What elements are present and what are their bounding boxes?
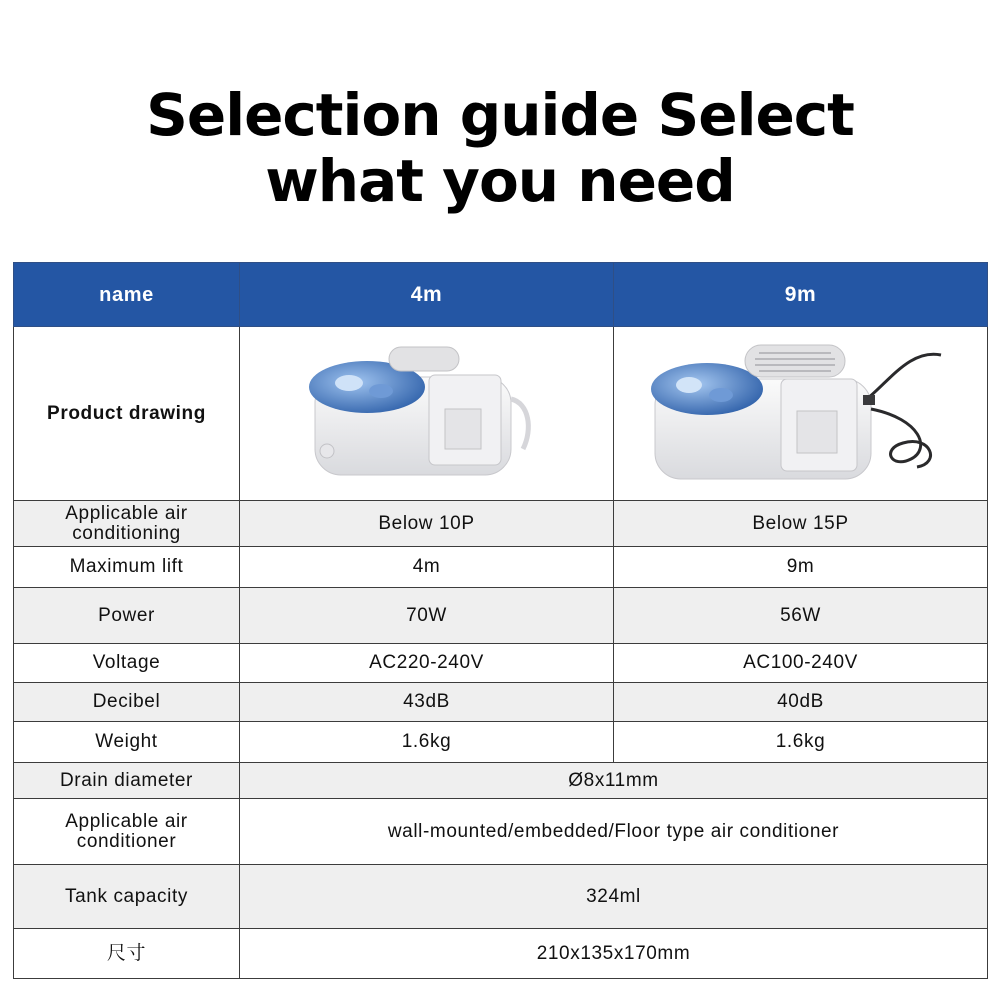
table-row <box>14 683 988 722</box>
drain-pump-9m-image <box>641 339 961 489</box>
table-row <box>14 588 988 644</box>
table-row <box>14 799 988 865</box>
table-row <box>14 644 988 683</box>
row-value-9m: AC100-240V <box>614 644 988 683</box>
product-drawing-row <box>14 327 988 501</box>
row-value-4m: 70W <box>240 588 614 644</box>
header-name: name <box>14 263 240 327</box>
spec-table <box>13 262 988 979</box>
row-label: Decibel <box>14 683 240 722</box>
row-value-4m: AC220-240V <box>240 644 614 683</box>
row-label: Tank capacity <box>14 865 240 929</box>
row-value-4m: 1.6kg <box>240 722 614 763</box>
product-image-4m <box>240 327 614 501</box>
drain-pump-4m-image <box>297 339 557 489</box>
row-value-4m: Below 10P <box>240 501 614 547</box>
title-line-1: Selection guide Select <box>146 81 854 149</box>
product-image-9m <box>614 327 988 501</box>
row-label: 尺寸 <box>14 929 240 979</box>
row-value-4m: 4m <box>240 547 614 588</box>
title-line-2: what you need <box>265 147 735 215</box>
row-value-merged: Ø8x11mm <box>240 763 988 799</box>
row-label: Weight <box>14 722 240 763</box>
header-9m: 9m <box>614 263 988 327</box>
table-row <box>14 722 988 763</box>
table-row <box>14 501 988 547</box>
row-label: Power <box>14 588 240 644</box>
row-label: Voltage <box>14 644 240 683</box>
table-row <box>14 547 988 588</box>
product-drawing-label: Product drawing <box>14 327 240 501</box>
row-value-merged: 324ml <box>240 865 988 929</box>
row-value-merged: 210x135x170mm <box>240 929 988 979</box>
row-label: Applicable air conditioner <box>14 799 240 865</box>
row-label: Applicable air conditioning <box>14 501 240 547</box>
row-value-9m: Below 15P <box>614 501 988 547</box>
page-title <box>0 82 1000 214</box>
row-value-9m: 40dB <box>614 683 988 722</box>
table-row <box>14 929 988 979</box>
row-label: Drain diameter <box>14 763 240 799</box>
row-value-9m: 9m <box>614 547 988 588</box>
row-value-4m: 43dB <box>240 683 614 722</box>
row-value-merged: wall-mounted/embedded/Floor type air conditioner <box>240 799 988 865</box>
row-label: Maximum lift <box>14 547 240 588</box>
row-value-9m: 1.6kg <box>614 722 988 763</box>
table-row <box>14 865 988 929</box>
header-4m: 4m <box>240 263 614 327</box>
row-value-9m: 56W <box>614 588 988 644</box>
header-row <box>14 263 988 327</box>
table-row <box>14 763 988 799</box>
